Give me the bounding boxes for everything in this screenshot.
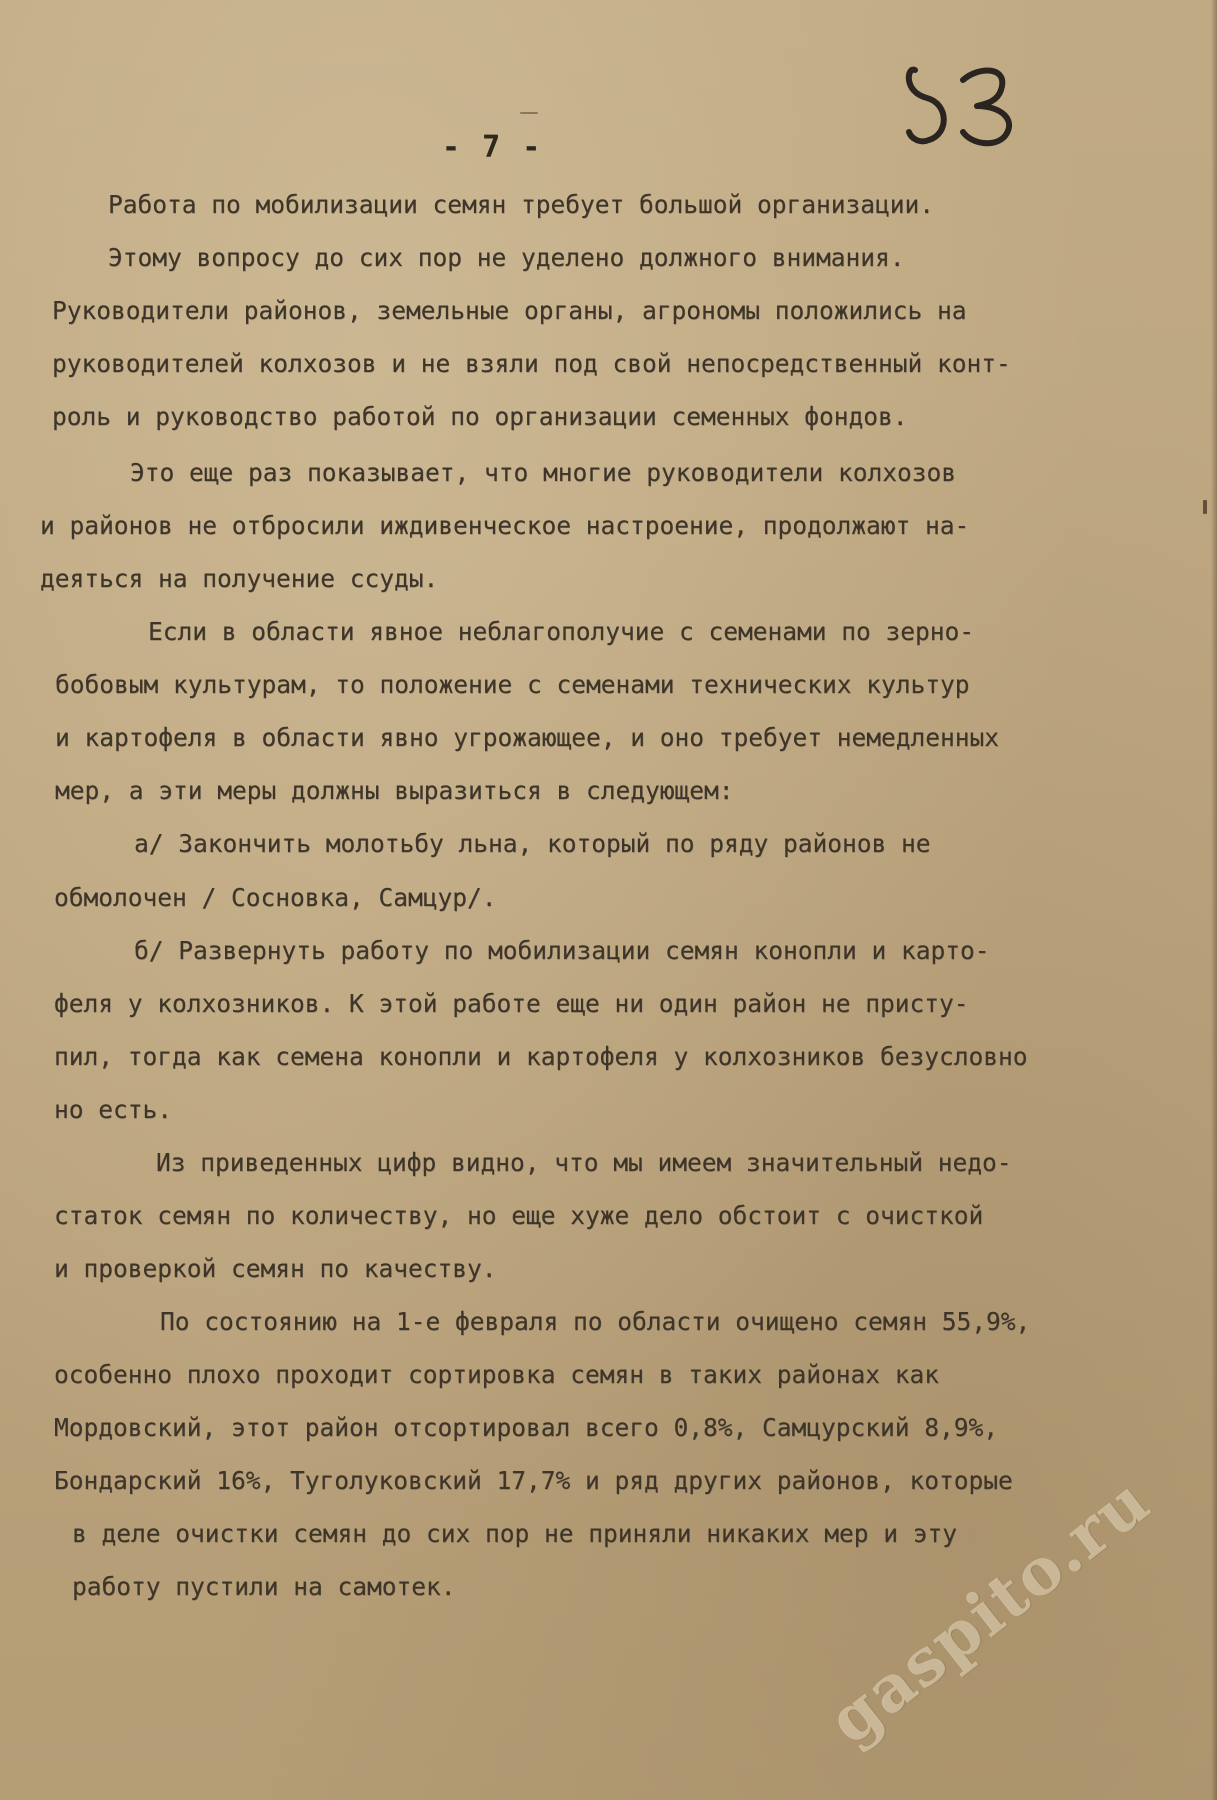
text-line: Из приведенных цифр видно, что мы имеем значительный недо- bbox=[156, 1148, 1012, 1177]
ink-mark bbox=[1203, 500, 1207, 514]
text-line: Руководители районов, земельные органы, агрономы положились на bbox=[52, 296, 967, 325]
text-line: Это еще раз показывает, что многие руководители колхозов bbox=[130, 458, 957, 487]
text-line: руководителей колхозов и не взяли под свой непосредственный конт- bbox=[52, 349, 1011, 378]
text-line: Если в области явное неблагополучие с семенами по зерно- bbox=[148, 617, 975, 646]
ink-mark bbox=[520, 112, 538, 114]
text-line: статок семян по количеству, но еще хуже дело обстоит с очисткой bbox=[54, 1201, 984, 1230]
text-line: мер, а эти меры должны выразиться в следующем: bbox=[55, 776, 734, 805]
text-line: и проверкой семян по качеству. bbox=[54, 1254, 497, 1283]
text-line: пил, тогда как семена конопли и картофеля у колхозников безусловно bbox=[54, 1042, 1028, 1071]
text-line: Этому вопросу до сих пор не уделено должного внимания. bbox=[108, 243, 905, 272]
text-line: а/ Закончить молотьбу льна, который по ряду районов не bbox=[134, 829, 931, 858]
text-line: работу пустили на самотек. bbox=[72, 1572, 456, 1601]
text-line: особенно плохо проходит сортировка семян в таких районах как bbox=[54, 1360, 940, 1389]
handwritten-archive-number bbox=[905, 52, 1035, 152]
watermark: gaspito.ru bbox=[815, 1462, 1165, 1760]
text-line: деяться на получение ссуды. bbox=[40, 564, 439, 593]
text-line: феля у колхозников. К этой работе еще ни один район не присту- bbox=[54, 989, 969, 1018]
page-edge-shadow bbox=[1211, 0, 1217, 1800]
text-line: но есть. bbox=[54, 1095, 173, 1124]
text-line: Мордовский, этот район отсортировал всего 0,8%, Самцурский 8,9%, bbox=[54, 1413, 999, 1442]
page-number: - 7 - bbox=[442, 130, 543, 165]
text-line: и районов не отбросили иждивенческое настроение, продолжают на- bbox=[40, 511, 970, 540]
text-line: в деле очистки семян до сих пор не приняли никаких мер и эту bbox=[72, 1519, 958, 1548]
text-line: По состоянию на 1-е февраля по области очищено семян 55,9%, bbox=[160, 1307, 1031, 1336]
text-line: роль и руководство работой по организации семенных фондов. bbox=[52, 402, 908, 431]
text-line: Бондарский 16%, Туголуковский 17,7% и ряд других районов, которые bbox=[54, 1466, 1013, 1495]
text-line: и картофеля в области явно угрожающее, и оно требует немедленных bbox=[55, 723, 1000, 752]
text-line: Работа по мобилизации семян требует большой организации. bbox=[108, 190, 935, 219]
text-line: б/ Развернуть работу по мобилизации семян конопли и карто- bbox=[134, 936, 990, 965]
text-line: бобовым культурам, то положение с семенами технических культур bbox=[55, 670, 970, 699]
text-line: обмолочен / Сосновка, Самцур/. bbox=[54, 883, 497, 912]
